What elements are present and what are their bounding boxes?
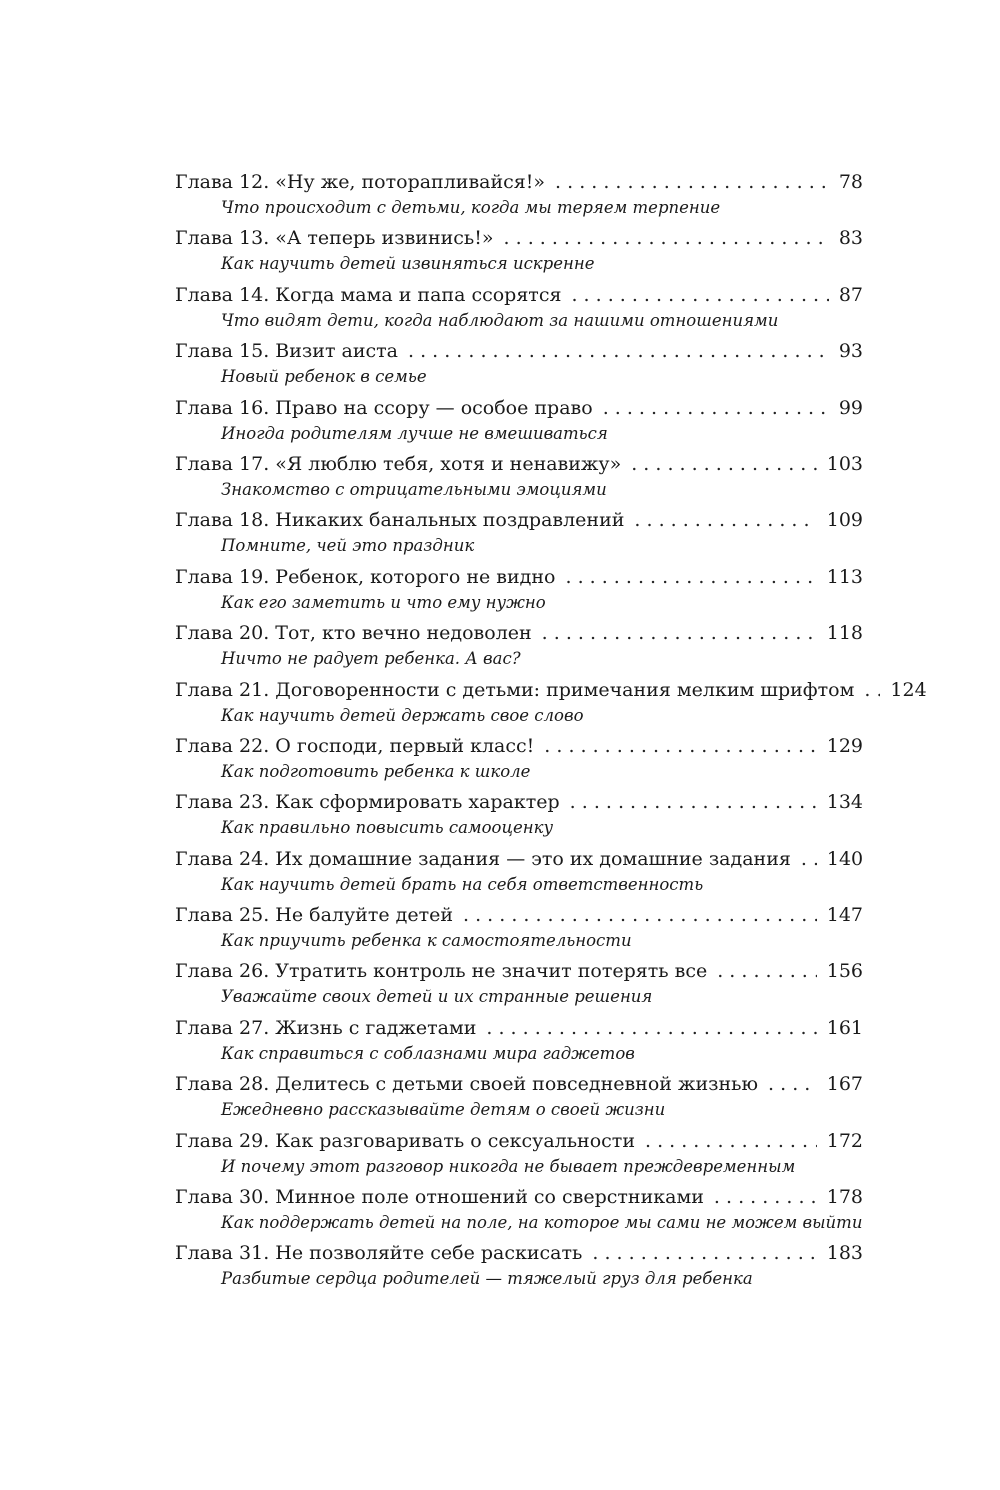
chapter-subtitle: Как приучить ребенка к самостоятельности xyxy=(221,931,632,951)
toc-entry-line xyxy=(175,957,863,985)
chapter-title: Глава 22. О господи, первый класс! xyxy=(175,734,535,757)
page-number: 183 xyxy=(826,1242,863,1265)
chapter-title: Глава 12. «Ну же, поторапливайся!» xyxy=(175,171,546,193)
page-number: 87 xyxy=(838,283,863,306)
chapter-title: Глава 25. Не балуйте детей xyxy=(175,904,453,927)
toc-entry xyxy=(175,676,927,732)
chapter-title: Глава 14. Когда мама и папа ссорятся xyxy=(175,283,562,306)
toc-entry xyxy=(175,450,863,506)
toc-entry xyxy=(175,337,863,393)
toc-entry xyxy=(175,281,863,337)
dot-leader xyxy=(768,1070,817,1098)
page-number: 83 xyxy=(838,227,863,250)
toc-entry xyxy=(175,619,863,675)
chapter-subtitle: Как научить детей брать на себя ответственность xyxy=(221,874,704,894)
chapter-subtitle: Ничто не радует ребенка. А вас? xyxy=(221,649,521,669)
chapter-subtitle: И почему этот разговор никогда не бывает преждевременным xyxy=(221,1156,796,1176)
toc-entry xyxy=(175,1239,863,1295)
dot-leader xyxy=(571,281,828,309)
toc-entry xyxy=(175,1127,863,1183)
page-number: 147 xyxy=(826,904,863,927)
chapter-subtitle: Что происходит с детьми, когда мы теряем терпение xyxy=(221,198,721,217)
dot-leader xyxy=(801,845,817,873)
toc-entry-line xyxy=(175,901,863,929)
dot-leader xyxy=(486,1014,816,1042)
toc-entry-line xyxy=(175,337,863,365)
toc-entry xyxy=(175,1183,863,1239)
dot-leader xyxy=(463,901,817,929)
toc-entry xyxy=(175,394,863,450)
toc-entry-line xyxy=(175,1070,863,1098)
toc-entry xyxy=(175,788,863,844)
toc-entry-line xyxy=(175,506,863,534)
toc-entry-line xyxy=(175,788,863,816)
toc-entry xyxy=(175,506,863,562)
toc-entry xyxy=(175,563,863,619)
page-number: 99 xyxy=(838,396,863,419)
chapter-title: Глава 24. Их домашние задания — это их домашние задания xyxy=(175,847,791,870)
toc-entry-line xyxy=(175,450,863,478)
dot-leader xyxy=(603,394,829,422)
toc-entry xyxy=(175,224,863,280)
dot-leader xyxy=(717,957,817,985)
page-number: 178 xyxy=(826,1186,863,1209)
toc-entry-line xyxy=(175,845,863,873)
chapter-title: Глава 30. Минное поле отношений со сверстниками xyxy=(175,1186,704,1209)
chapter-title: Глава 20. Тот, кто вечно недоволен xyxy=(175,622,532,645)
toc-entry xyxy=(175,1014,863,1070)
dot-leader xyxy=(592,1239,816,1267)
chapter-subtitle: Разбитые сердца родителей — тяжелый груз для ребенка xyxy=(221,1269,753,1289)
dot-leader xyxy=(544,732,816,760)
chapter-subtitle: Как подготовить ребенка к школе xyxy=(221,761,531,781)
table-of-contents xyxy=(175,168,927,1296)
dot-leader xyxy=(570,788,817,816)
dot-leader xyxy=(864,676,880,704)
toc-entry-line xyxy=(175,563,863,591)
chapter-subtitle: Как его заметить и что ему нужно xyxy=(221,592,546,612)
toc-entry xyxy=(175,901,863,957)
chapter-title: Глава 21. Договоренности с детьми: примечания мелким шрифтом xyxy=(175,678,855,701)
toc-entry-line xyxy=(175,1239,863,1267)
dot-leader xyxy=(555,168,829,196)
chapter-title: Глава 27. Жизнь с гаджетами xyxy=(175,1016,477,1039)
toc-entry-line xyxy=(175,168,863,196)
page-number: 156 xyxy=(826,960,863,983)
page-number: 118 xyxy=(826,622,863,645)
chapter-title: Глава 13. «А теперь извинись!» xyxy=(175,227,494,250)
chapter-title: Глава 18. Никаких банальных поздравлений xyxy=(175,509,625,532)
chapter-subtitle: Уважайте своих детей и их странные решения xyxy=(221,987,653,1007)
toc-entry-line xyxy=(175,1183,863,1211)
chapter-subtitle: Как поддержать детей на поле, на которое мы сами не можем выйти xyxy=(221,1213,863,1233)
chapter-subtitle: Иногда родителям лучше не вмешиваться xyxy=(221,423,608,443)
dot-leader xyxy=(542,619,817,647)
toc-entry-line xyxy=(175,1014,863,1042)
chapter-title: Глава 31. Не позволяйте себе раскисать xyxy=(175,1242,583,1265)
toc-entry xyxy=(175,168,863,224)
page-number: 167 xyxy=(826,1073,863,1096)
toc-entry-line xyxy=(175,224,863,252)
chapter-subtitle: Как научить детей держать свое слово xyxy=(221,705,584,725)
toc-entry-line xyxy=(175,619,863,647)
page-number: 172 xyxy=(826,1129,863,1152)
dot-leader xyxy=(631,450,817,478)
toc-entry-line xyxy=(175,281,863,309)
dot-leader xyxy=(714,1183,817,1211)
page-number: 129 xyxy=(826,734,863,757)
chapter-subtitle: Помните, чей это праздник xyxy=(221,536,475,556)
dot-leader xyxy=(645,1127,817,1155)
dot-leader xyxy=(634,506,816,534)
chapter-title: Глава 28. Делитесь с детьми своей повседневной жизнью xyxy=(175,1073,759,1096)
chapter-title: Глава 29. Как разговаривать о сексуальности xyxy=(175,1129,635,1152)
page-number: 113 xyxy=(826,565,863,588)
chapter-title: Глава 19. Ребенок, которого не видно xyxy=(175,565,556,588)
dot-leader xyxy=(408,337,829,365)
chapter-title: Глава 17. «Я люблю тебя, хотя и ненавижу» xyxy=(175,452,622,475)
chapter-subtitle: Знакомство с отрицательными эмоциями xyxy=(221,479,607,499)
page-number: 78 xyxy=(838,171,863,193)
page-number: 109 xyxy=(826,509,863,532)
chapter-subtitle: Как научить детей извиняться искренне xyxy=(221,254,595,274)
page-number: 103 xyxy=(826,452,863,475)
page-number: 124 xyxy=(890,678,927,701)
page-number: 93 xyxy=(838,340,863,363)
toc-entry-line xyxy=(175,732,863,760)
chapter-subtitle: Ежедневно рассказывайте детям о своей жизни xyxy=(221,1100,666,1120)
dot-leader xyxy=(504,224,829,252)
chapter-title: Глава 23. Как сформировать характер xyxy=(175,791,560,814)
chapter-title: Глава 15. Визит аиста xyxy=(175,340,398,363)
dot-leader xyxy=(565,563,816,591)
page-number: 140 xyxy=(826,847,864,870)
chapter-title: Глава 26. Утратить контроль не значит потерять все xyxy=(175,960,708,983)
toc-entry xyxy=(175,732,863,788)
toc-entry-line xyxy=(175,1127,863,1155)
toc-entry xyxy=(175,1070,863,1126)
chapter-subtitle: Как справиться с соблазнами мира гаджетов xyxy=(221,1043,635,1063)
page-number: 161 xyxy=(826,1016,863,1039)
chapter-subtitle: Новый ребенок в семье xyxy=(221,367,427,387)
toc-entry xyxy=(175,957,863,1013)
toc-entry-line xyxy=(175,676,927,704)
page-number: 134 xyxy=(826,791,863,814)
chapter-subtitle: Что видят дети, когда наблюдают за нашими отношениями xyxy=(221,310,779,330)
toc-entry-line xyxy=(175,394,863,422)
chapter-subtitle: Как правильно повысить самооценку xyxy=(221,818,554,838)
toc-entry xyxy=(175,845,863,901)
chapter-title: Глава 16. Право на ссору — особое право xyxy=(175,396,593,419)
